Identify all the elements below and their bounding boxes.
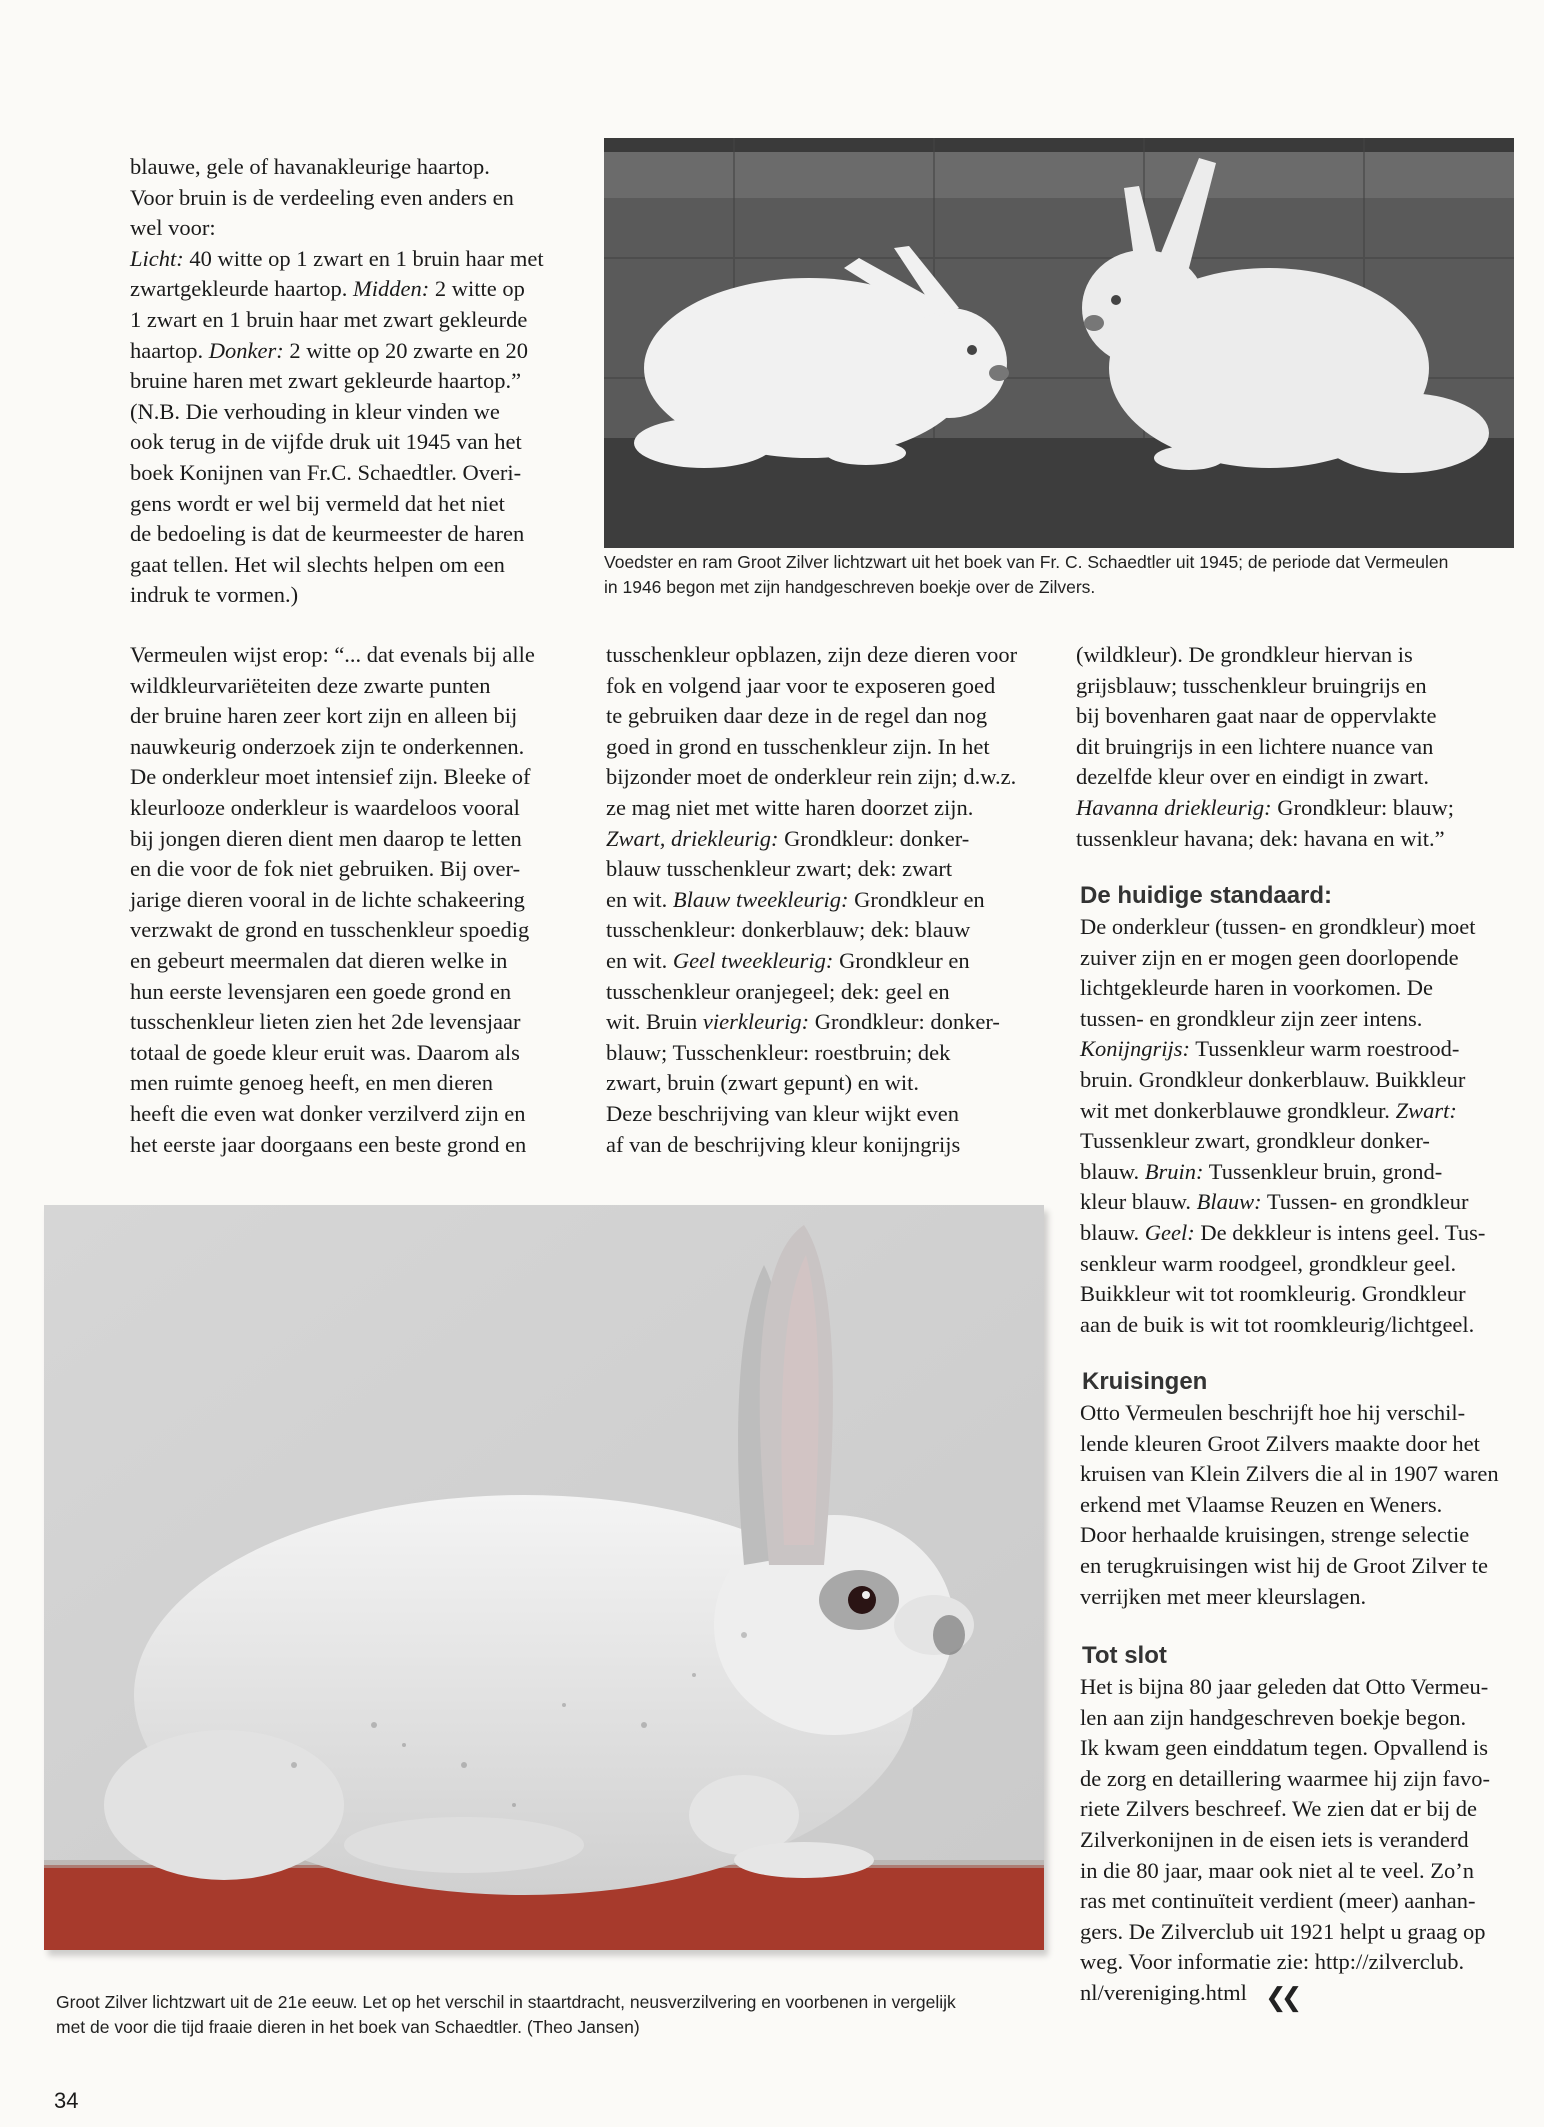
col3-standaard-line: kleur blauw. Blauw: Tussen- en grondkleur <box>1080 1189 1469 1215</box>
col1-bottom-line: De onderkleur moet intensief zijn. Bleeke of <box>130 764 531 790</box>
col1-bottom-line: kleurlooze onderkleur is waardeloos vooral <box>130 794 520 820</box>
col3-standaard-line: tussen- en grondkleur zijn zeer intens. <box>1080 1005 1423 1031</box>
heading-tot-slot: Tot slot <box>1082 1642 1167 1669</box>
col1-bottom-line: hun eerste levensjaren een goede grond en <box>130 978 512 1004</box>
col3-standaard-line: wit met donkerblauwe grondkleur. Zwart: <box>1080 1097 1457 1123</box>
col1-top-line: indruk te vormen.) <box>130 582 299 608</box>
col3-top-paragraph <box>1076 640 1454 854</box>
col3-top-line: Havanna driekleurig: Grondkleur: blauw; <box>1076 794 1455 820</box>
col1-top-line: Licht: 40 witte op 1 zwart en 1 bruin haar met <box>130 245 544 271</box>
col3-top-line: tussenkleur havana; dek: havana en wit.” <box>1076 825 1445 851</box>
col2-line: blauw; Tusschenkleur: roestbruin; dek <box>606 1039 951 1065</box>
col1-top-line: boek Konijnen van Fr.C. Schaedtler. Overi- <box>130 459 522 485</box>
col3-top-line: bij bovenharen gaat naar de oppervlakte <box>1076 703 1437 729</box>
caption-top-line: Voedster en ram Groot Zilver lichtzwart uit het boek van Fr. C. Schaedtler uit 1945; de periode dat Vermeulen <box>604 552 1449 572</box>
col2-line: en wit. Blauw tweekleurig: Grondkleur en <box>606 886 985 912</box>
col3-kruisingen-paragraph <box>1080 1398 1499 1612</box>
col2-line: tusschenkleur oranjegeel; dek: geel en <box>606 978 950 1004</box>
caption-bottom-line: met de voor die tijd fraaie dieren in het boek van Schaedtler. (Theo Jansen) <box>56 2017 640 2037</box>
col1-bottom-line: het eerste jaar doorgaans een beste grond en <box>130 1131 527 1157</box>
col1-bottom-line: tusschenkleur lieten zien het 2de levensjaar <box>130 1009 521 1035</box>
col2-line: wit. Bruin vierkleurig: Grondkleur: donker- <box>606 1009 1000 1035</box>
col1-bottom-line: bij jongen dieren dient men daarop te letten <box>130 825 522 851</box>
col1-bottom-line: totaal de goede kleur eruit was. Daarom als <box>130 1039 520 1065</box>
col3-standaard-line: blauw. Geel: De dekkleur is intens geel. Tus- <box>1080 1219 1486 1245</box>
col1-bottom-line: heeft die even wat donker verzilverd zijn en <box>130 1100 526 1126</box>
col1-top-paragraph <box>130 152 544 611</box>
col3-totslot-line: Ik kwam geen einddatum tegen. Opvallend is <box>1080 1735 1489 1761</box>
page-number: 34 <box>54 2088 79 2113</box>
heading-kruisingen: Kruisingen <box>1082 1368 1208 1395</box>
col1-bottom-line: men ruimte genoeg heeft, en men dieren <box>130 1070 493 1096</box>
col1-top-line: de bedoeling is dat de keurmeester de haren <box>130 521 525 547</box>
col3-kruisingen-line: en terugkruisingen wist hij de Groot Zilver te <box>1080 1552 1489 1578</box>
col3-standaard-line: bruin. Grondkleur donkerblauw. Buikkleur <box>1080 1066 1466 1092</box>
col3-top-line: grijsblauw; tusschenkleur bruingrijs en <box>1076 672 1427 698</box>
col3-standaard-line: blauw. Bruin: Tussenkleur bruin, grond- <box>1080 1158 1443 1184</box>
col3-totslot-line: nl/vereniging.html <box>1080 1979 1247 2005</box>
col1-bottom-paragraph <box>130 640 535 1160</box>
col3-totslot-line: Het is bijna 80 jaar geleden dat Otto Vermeu- <box>1080 1674 1489 1699</box>
col3-totslot-line: weg. Voor informatie zie: http://zilverclub. <box>1080 1949 1465 1975</box>
col2-line: tusschenkleur: donkerblauw; dek: blauw <box>606 917 971 943</box>
col1-bottom-line: nauwkeurig onderzoek zijn te onderkennen. <box>130 733 525 759</box>
col3-standaard-line: De onderkleur (tussen- en grondkleur) moet <box>1080 914 1476 939</box>
col1-top-line: ook terug in de vijfde druk uit 1945 van het <box>130 429 522 455</box>
caption-top-line: in 1946 begon met zijn handgeschreven boekje over de Zilvers. <box>604 577 1096 597</box>
col2-line: af van de beschrijving kleur konijngrijs <box>606 1131 961 1157</box>
col3-totslot-line: de zorg en detaillering waarmee hij zijn favo- <box>1080 1765 1491 1791</box>
col3-kruisingen-line: verrijken met meer kleurslagen. <box>1080 1583 1367 1609</box>
col2-paragraph <box>606 640 1017 1160</box>
col2-line: ze mag niet met witte haren doorzet zijn. <box>606 794 974 820</box>
col3-standaard-line: lichtgekleurde haren in voorkomen. De <box>1080 975 1434 1001</box>
heading-huidige-standaard: De huidige standaard: <box>1080 882 1333 909</box>
caption-bottom-line: Groot Zilver lichtzwart uit de 21e eeuw. Let op het verschil in staartdracht, neusverzilvering en voorbenen in vergelijk <box>56 1992 956 2012</box>
col3-top-line: dezelfde kleur over en eindigt in zwart. <box>1076 764 1429 790</box>
photo-two-rabbits <box>604 138 1514 548</box>
col1-bottom-line: en gebeurt meermalen dat dieren welke in <box>130 947 508 973</box>
col2-line: zwart, bruin (zwart gepunt) en wit. <box>606 1070 920 1096</box>
col3-top-line: (wildkleur). De grondkleur hiervan is <box>1076 642 1413 667</box>
col1-top-line: gaat tellen. Het wil slechts helpen om een <box>130 551 505 577</box>
col1-top-line: gens wordt er wel bij vermeld dat het niet <box>130 490 505 516</box>
col1-top-line: wel voor: <box>130 215 216 241</box>
rabbit-eye <box>848 1586 876 1614</box>
col3-kruisingen-line: lende kleuren Groot Zilvers maakte door het <box>1080 1430 1480 1456</box>
photo-groot-zilver-rabbit <box>44 1205 1044 1950</box>
col3-standaard-line: Buikkleur wit tot roomkleurig. Grondkleur <box>1080 1281 1466 1307</box>
end-mark: ❮❮ <box>1265 1982 1297 2012</box>
col2-line: te gebruiken daar deze in de regel dan nog <box>606 703 988 729</box>
col3-top-line: dit bruingrijs in een lichtere nuance van <box>1076 733 1434 759</box>
col3-totslot-line: ras met continuïteit verdient (meer) aanhan- <box>1080 1888 1476 1914</box>
col3-totslot-line: riete Zilvers beschreef. We zien dat er bij de <box>1080 1796 1477 1822</box>
col3-standaard-line: aan de buik is wit tot roomkleurig/lichtgeel. <box>1080 1311 1475 1337</box>
col2-line: blauw tusschenkleur zwart; dek: zwart <box>606 856 953 882</box>
col3-totslot-line: gers. De Zilverclub uit 1921 helpt u graag op <box>1080 1918 1486 1944</box>
col3-standaard-paragraph <box>1080 912 1485 1340</box>
col3-totslot-paragraph <box>1080 1672 1490 2009</box>
col1-top-line: blauwe, gele of havanakleurige haartop. <box>130 154 490 179</box>
col3-standaard-line: Konijngrijs: Tussenkleur warm roestrood- <box>1080 1036 1460 1062</box>
col1-bottom-line: jarige dieren vooral in de lichte schakeering <box>130 886 525 912</box>
col1-bottom-line: verzwakt de grond en tusschenkleur spoedig <box>130 917 530 943</box>
col1-top-line: (N.B. Die verhouding in kleur vinden we <box>130 398 500 424</box>
col3-standaard-line: senkleur warm roodgeel, grondkleur geel. <box>1080 1250 1457 1276</box>
col3-kruisingen-line: Otto Vermeulen beschrijft hoe hij verschil- <box>1080 1400 1466 1425</box>
col3-totslot-line: Zilverkonijnen in de eisen iets is veranderd <box>1080 1826 1469 1852</box>
col1-top-line: Voor bruin is de verdeeling even anders en <box>130 184 514 210</box>
col2-line: Deze beschrijving van kleur wijkt even <box>606 1100 960 1126</box>
col2-line: en wit. Geel tweekleurig: Grondkleur en <box>606 947 970 973</box>
col3-totslot-line: in die 80 jaar, maar ook niet al te veel. Zo’n <box>1080 1857 1474 1883</box>
col1-bottom-line: der bruine haren zeer kort zijn en alleen bij <box>130 703 518 729</box>
caption-top-photo <box>604 550 1448 600</box>
col1-top-line: zwartgekleurde haartop. Midden: 2 witte op <box>130 276 525 302</box>
col2-line: fok en volgend jaar voor te exposeren goed <box>606 672 996 698</box>
col3-kruisingen-line: erkend met Vlaamse Reuzen en Weners. <box>1080 1491 1443 1517</box>
col3-standaard-line: Tussenkleur zwart, grondkleur donker- <box>1080 1128 1430 1154</box>
col1-bottom-line: wildkleurvariëteiten deze zwarte punten <box>130 672 491 698</box>
col1-bottom-line: en die voor de fok niet gebruiken. Bij over- <box>130 856 521 882</box>
col2-line: goed in grond en tusschenkleur zijn. In het <box>606 733 990 759</box>
col3-totslot-line: len aan zijn handgeschreven boekje begon. <box>1080 1704 1467 1730</box>
col1-top-line: haartop. Donker: 2 witte op 20 zwarte en 20 <box>130 337 529 363</box>
col1-top-line: bruine haren met zwart gekleurde haartop.” <box>130 368 522 394</box>
col1-top-line: 1 zwart en 1 bruin haar met zwart gekleurde <box>130 306 528 332</box>
col3-standaard-line: zuiver zijn en er mogen geen doorlopende <box>1080 944 1459 970</box>
col2-line: Zwart, driekleurig: Grondkleur: donker- <box>606 825 970 851</box>
col3-kruisingen-line: Door herhaalde kruisingen, strenge selectie <box>1080 1522 1470 1548</box>
caption-bottom-photo <box>56 1990 956 2040</box>
col1-bottom-line: Vermeulen wijst erop: “... dat evenals bij alle <box>130 642 535 667</box>
col2-line: tusschenkleur opblazen, zijn deze dieren voor <box>606 642 1018 667</box>
col2-line: bijzonder moet de onderkleur rein zijn; d.w.z. <box>606 764 1017 790</box>
col3-kruisingen-line: kruisen van Klein Zilvers die al in 1907 waren <box>1080 1461 1499 1487</box>
